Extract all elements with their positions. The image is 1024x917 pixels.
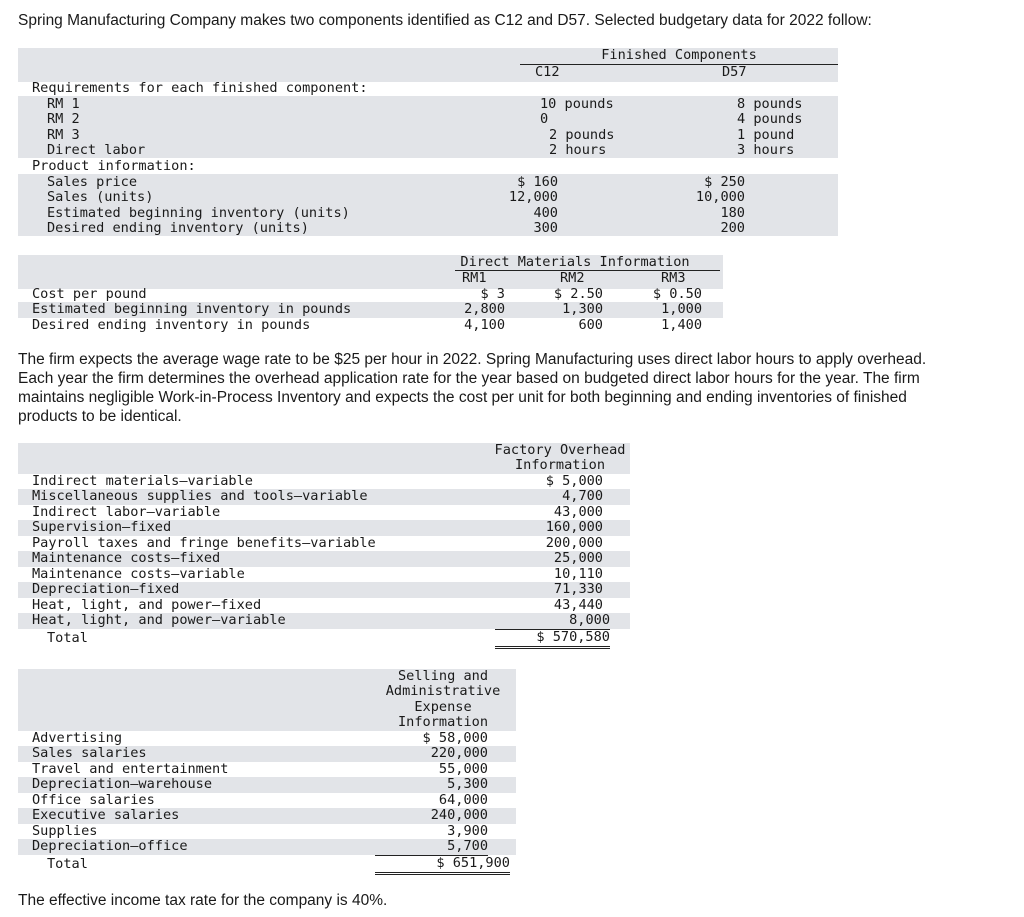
paragraph-line: Each year the firm determines the overhead application rate for the year based on budgeted direct labor hours for the year. The firm xyxy=(18,370,920,387)
cell-rm3: $ 0.50 xyxy=(652,286,702,302)
intro-text: Spring Manufacturing Company makes two components identified as C12 and D57. Selected budgetary data for 2022 follow: xyxy=(18,12,872,29)
row-label: Desired ending inventory (units) xyxy=(47,220,309,236)
group-header: Finished Components xyxy=(601,47,757,63)
wage-paragraph xyxy=(18,350,1018,426)
cell-value: 64,000 xyxy=(438,792,488,808)
cell-c12: 12,000 xyxy=(508,189,558,205)
cell-value: 10,110 xyxy=(553,566,603,582)
row-label: Heat, light, and power—variable xyxy=(32,612,286,628)
cell-value: $ 58,000 xyxy=(422,730,488,746)
cell-d57: 8 pounds xyxy=(737,96,803,112)
cell-rm1: $ 3 xyxy=(480,286,505,302)
group-header-rule xyxy=(520,64,838,65)
row-label: Estimated beginning inventory in pounds xyxy=(32,301,352,317)
overhead-header-line2: Information xyxy=(514,457,606,473)
section-requirements: Requirements for each finished component: xyxy=(32,80,368,96)
sga-header-line: Selling and xyxy=(397,668,489,684)
row-label: Miscellaneous supplies and tools—variable xyxy=(32,488,368,504)
cell-d57: 180 xyxy=(720,205,745,221)
row-label: Depreciation—warehouse xyxy=(32,776,213,792)
cell-c12: 300 xyxy=(533,220,558,236)
row-label: RM 3 xyxy=(47,127,80,143)
row-label: RM 1 xyxy=(47,96,80,112)
row-label: Advertising xyxy=(32,730,123,746)
cell-value: 3,900 xyxy=(447,823,488,839)
total-value: $ 651,900 xyxy=(375,856,510,875)
cell-c12: 10 pounds xyxy=(540,96,614,112)
total-label: Total xyxy=(47,856,88,872)
row-label: Estimated beginning inventory (units) xyxy=(47,205,350,221)
row-label: RM 2 xyxy=(47,111,80,127)
row-label: Cost per pound xyxy=(32,286,147,302)
cell-rm1: 2,800 xyxy=(464,301,505,317)
materials-header: Direct Materials Information xyxy=(460,254,690,270)
cell-d57: 10,000 xyxy=(695,189,745,205)
cell-c12: 2 pounds xyxy=(549,127,615,143)
cell-value: 71,330 xyxy=(553,581,603,597)
cell-value: 4,700 xyxy=(562,488,603,504)
cell-d57: 4 pounds xyxy=(737,111,803,127)
col-header-d57: D57 xyxy=(722,64,747,80)
cell-value: 55,000 xyxy=(438,761,488,777)
total-label: Total xyxy=(47,630,88,646)
row-label: Payroll taxes and fringe benefits—variable xyxy=(32,535,376,551)
cell-c12: 0 xyxy=(540,111,549,127)
cell-value: 43,000 xyxy=(553,504,603,520)
overhead-header-line1: Factory Overhead xyxy=(494,442,626,458)
cell-c12: 400 xyxy=(533,205,558,221)
cell-value: 25,000 xyxy=(553,550,603,566)
section-product-info: Product information: xyxy=(32,158,196,174)
cell-rm2: $ 2.50 xyxy=(553,286,603,302)
row-label: Sales price xyxy=(47,174,138,190)
sga-header-line: Administrative xyxy=(385,683,501,699)
row-label: Sales salaries xyxy=(32,745,147,761)
paragraph-line: maintains negligible Work-in-Process Inventory and expects the cost per unit for both beginning and ending inventories of finished xyxy=(18,389,907,406)
cell-c12: $ 160 xyxy=(517,174,558,190)
cell-d57: 200 xyxy=(720,220,745,236)
paragraph-line: products to be identical. xyxy=(18,408,182,425)
col-header-c12: C12 xyxy=(535,64,560,80)
row-label: Executive salaries xyxy=(32,807,180,823)
row-label: Sales (units) xyxy=(47,189,154,205)
row-label: Heat, light, and power—fixed xyxy=(32,597,262,613)
row-label: Indirect labor—variable xyxy=(32,504,221,520)
cell-value: 5,300 xyxy=(447,776,488,792)
cell-value: 220,000 xyxy=(430,745,488,761)
tax-rate-text: The effective income tax rate for the company is 40%. xyxy=(18,892,388,909)
row-label: Maintenance costs—fixed xyxy=(32,550,221,566)
cell-d57: 3 hours xyxy=(737,142,795,158)
cell-rm1: 4,100 xyxy=(464,317,505,333)
cell-value: 43,440 xyxy=(553,597,603,613)
paragraph-line: The firm expects the average wage rate to be $25 per hour in 2022. Spring Manufacturing uses direct labor hours to apply overhead. xyxy=(18,351,927,368)
col-header-rm3: RM3 xyxy=(661,270,686,286)
cell-value: 5,700 xyxy=(375,839,488,856)
cell-rm2: 600 xyxy=(578,317,603,333)
cell-value: 200,000 xyxy=(545,535,603,551)
row-label: Depreciation—fixed xyxy=(32,581,180,597)
cell-d57: $ 250 xyxy=(704,174,745,190)
row-label: Maintenance costs—variable xyxy=(32,566,245,582)
row-label: Supplies xyxy=(32,823,98,839)
row-label: Indirect materials—variable xyxy=(32,473,253,489)
cell-value: 160,000 xyxy=(545,519,603,535)
sga-header-line: Expense xyxy=(414,699,472,715)
row-label: Direct labor xyxy=(47,142,146,158)
row-label: Supervision—fixed xyxy=(32,519,172,535)
cell-d57: 1 pound xyxy=(737,127,795,143)
row-label: Office salaries xyxy=(32,792,155,808)
cell-c12: 2 hours xyxy=(549,142,607,158)
row-label: Desired ending inventory in pounds xyxy=(32,317,311,333)
sga-header-line: Information xyxy=(397,714,489,730)
cell-value: 240,000 xyxy=(430,807,488,823)
cell-value: $ 5,000 xyxy=(545,473,603,489)
cell-rm2: 1,300 xyxy=(562,301,603,317)
row-label: Travel and entertainment xyxy=(32,761,229,777)
row-label: Depreciation—office xyxy=(32,838,188,854)
cell-value: 8,000 xyxy=(495,613,610,630)
total-value: $ 570,580 xyxy=(495,630,610,649)
cell-rm3: 1,400 xyxy=(661,317,702,333)
col-header-rm2: RM2 xyxy=(560,270,585,286)
col-header-rm1: RM1 xyxy=(462,270,487,286)
cell-rm3: 1,000 xyxy=(661,301,702,317)
